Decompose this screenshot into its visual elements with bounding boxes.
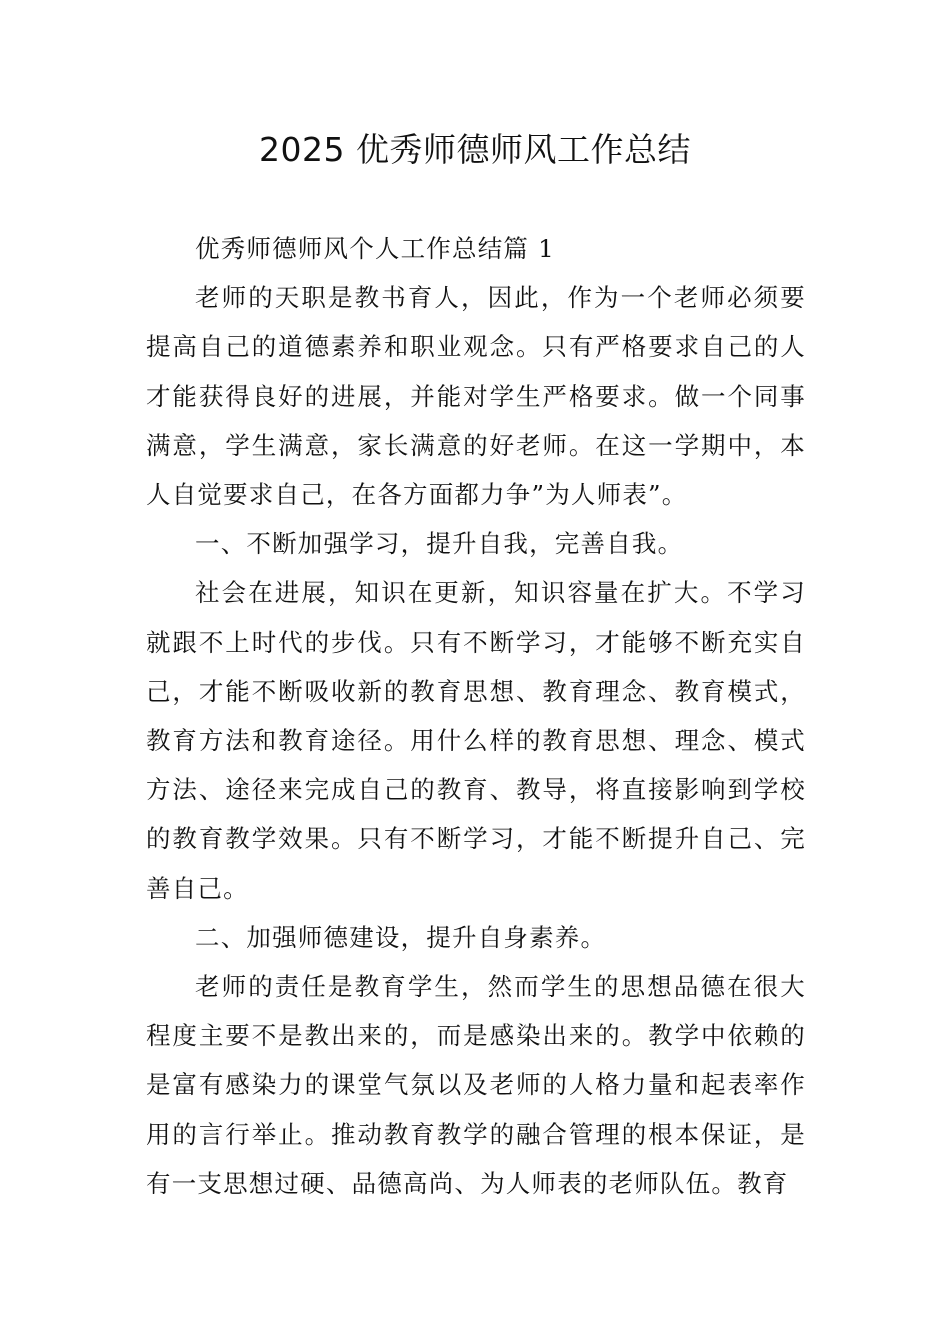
section-heading: 优秀师德师风个人工作总结篇 1 bbox=[195, 234, 555, 263]
body-paragraph: 老师的天职是教书育人，因此，作为一个老师必须要提高自己的道德素养和职业观念。只有严格要求自己的人才能获得良好的进展，并能对学生严格要求。做一个同事满意，学生满意，家长满意的好老师。在这一学期中，本人自觉要求自己，在各方面都力争”为人师表”。 bbox=[146, 283, 806, 510]
section-heading: 一、不断加强学习，提升自我，完善自我。 bbox=[195, 529, 684, 559]
document-body bbox=[146, 224, 806, 1208]
section-heading: 二、加强师德建设，提升自身素养。 bbox=[195, 922, 607, 952]
body-paragraph: 社会在进展，知识在更新，知识容量在扩大。不学习就跟不上时代的步伐。只有不断学习，才能够不断充实自己，才能不断吸收新的教育思想、教育理念、教育模式，教育方法和教育途径。用什么样的教育思想、理念、模式方法、途径来完成自己的教育、教导，将直接影响到学校的教育教学效果。只有不断学习，才能不断提升自己、完善自己。 bbox=[146, 578, 806, 903]
body-paragraph: 老师的责任是教育学生，然而学生的思想品德在很大程度主要不是教出来的，而是感染出来的。教学中依赖的是富有感染力的课堂气氛以及老师的人格力量和起表率作用的言行举止。推动教育教学的融合管理的根本保证，是有一支思想过硬、品德高尚、为人师表的老师队伍。教育 bbox=[146, 972, 806, 1198]
document-title: 2025 优秀师德师风工作总结 bbox=[259, 130, 691, 169]
